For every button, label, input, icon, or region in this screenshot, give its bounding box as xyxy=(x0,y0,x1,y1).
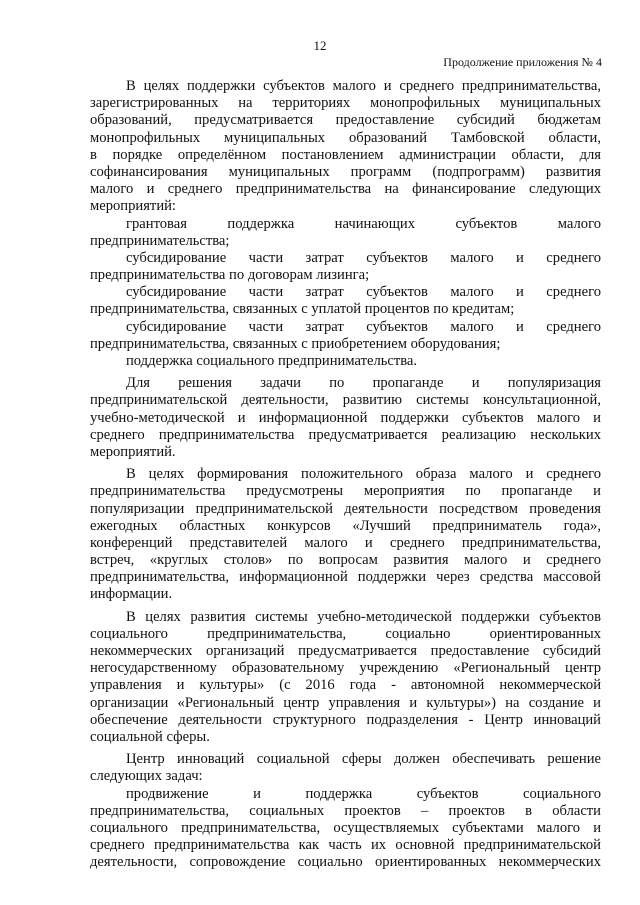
appendix-continuation-note: Продолжение приложения № 4 xyxy=(443,55,602,69)
text-line: малого и среднего предпринимательства на финансирование следующих xyxy=(90,181,601,198)
text-line: софинансирования муниципальных программ (подпрограмм) развития xyxy=(90,163,601,180)
text-line: в порядке определённом постановлением администрации области, для xyxy=(90,146,601,163)
paragraph xyxy=(90,751,601,785)
text-line: обеспечение деятельности структурного подразделения - Центр инноваций xyxy=(90,711,601,728)
text-line: некоммерческих организаций предусматривается предоставление субсидий xyxy=(90,643,601,659)
text-line: организации «Региональный центр управления и культуры») на создание и xyxy=(90,694,601,711)
paragraph xyxy=(90,609,601,747)
text-line: конференций представителей малого и среднего предпринимательства, xyxy=(90,534,601,551)
text-line: предпринимательства, связанных с уплатой процентов по кредитам; xyxy=(90,301,515,318)
text-line: предпринимательства; xyxy=(90,232,230,249)
text-line: ежегодных областных конкурсов «Лучший предприниматель года», xyxy=(90,517,601,534)
text-line: популяризации предпринимательской деятельности посредством проведения xyxy=(90,500,601,517)
text-line: зарегистрированных на территориях монопрофильных муниципальных xyxy=(90,95,601,112)
text-line: мероприятий: xyxy=(90,198,176,215)
text-line: субсидирование части затрат субъектов малого и среднего xyxy=(126,284,601,301)
text-line: В целях формирования положительного образа малого и среднего xyxy=(126,466,601,483)
text-line: предпринимательства, информационной поддержки через средства массовой xyxy=(90,569,601,586)
text-line: субсидирование части затрат субъектов малого и среднего xyxy=(126,318,601,335)
text-line: следующих задач: xyxy=(90,768,203,785)
text-line: среднего предпринимательства предусматривается реализацию нескольких xyxy=(90,426,601,443)
paragraph xyxy=(90,250,601,284)
text-line: Центр инноваций социальной сферы должен обеспечивать решение xyxy=(126,751,601,768)
text-line: субсидирование части затрат субъектов малого и среднего xyxy=(126,249,601,266)
text-line: В целях поддержки субъектов малого и среднего предпринимательства, xyxy=(126,78,601,94)
text-line: образований, предусматривается предоставление субсидий бюджетам xyxy=(90,112,601,129)
text-line: продвижение и поддержка субъектов социального xyxy=(126,785,601,802)
text-line: предпринимательства, социальных проектов – проектов в области xyxy=(90,802,601,819)
text-line: деятельности, сопровождение социально ориентированных некоммерческих xyxy=(90,854,601,871)
text-line: поддержка социального предпринимательства. xyxy=(126,353,418,369)
text-line: негосударственному образовательному учреждению «Региональный центр xyxy=(90,660,601,677)
text-line: социального предпринимательства, социально ориентированных xyxy=(90,625,601,642)
paragraph xyxy=(90,216,601,250)
text-line: управления и культуры» (с 2016 года - автономной некоммерческой xyxy=(90,677,601,694)
text-line: социальной сферы. xyxy=(90,728,210,745)
text-line: грантовая поддержка начинающих субъектов малого xyxy=(126,215,601,232)
paragraph xyxy=(90,353,601,370)
text-line: среднего предпринимательства как часть их основной предпринимательской xyxy=(90,837,601,854)
text-line: Для решения задачи по пропаганде и популяризация xyxy=(126,375,601,392)
document-body xyxy=(90,78,601,871)
text-line: предпринимательства, связанных с приобретением оборудования; xyxy=(90,335,501,352)
paragraph xyxy=(90,319,601,353)
paragraph xyxy=(90,284,601,318)
page-number: 12 xyxy=(313,38,327,53)
text-line: информации. xyxy=(90,586,173,603)
paragraph xyxy=(90,78,601,216)
text-line: социального предпринимательства, осуществляемых субъектами малого и xyxy=(90,819,601,836)
text-line: монопрофильных муниципальных образований Тамбовской области, xyxy=(90,129,601,146)
paragraph xyxy=(90,466,601,604)
text-line: В целях развития системы учебно-методической поддержки субъектов xyxy=(126,608,601,625)
text-line: предпринимательской деятельности, развитию системы консультационной, xyxy=(90,392,601,409)
paragraph xyxy=(90,375,601,461)
paragraph xyxy=(90,786,601,872)
text-line: мероприятий. xyxy=(90,443,176,460)
text-line: предпринимательства по договорам лизинга; xyxy=(90,267,370,284)
text-line: встреч, «круглых столов» по вопросам развития малого и среднего xyxy=(90,552,601,569)
text-line: учебно-методической и информационной поддержки субъектов малого и xyxy=(90,409,601,426)
text-line: предпринимательства предусмотрены мероприятия по пропаганде и xyxy=(90,483,601,500)
